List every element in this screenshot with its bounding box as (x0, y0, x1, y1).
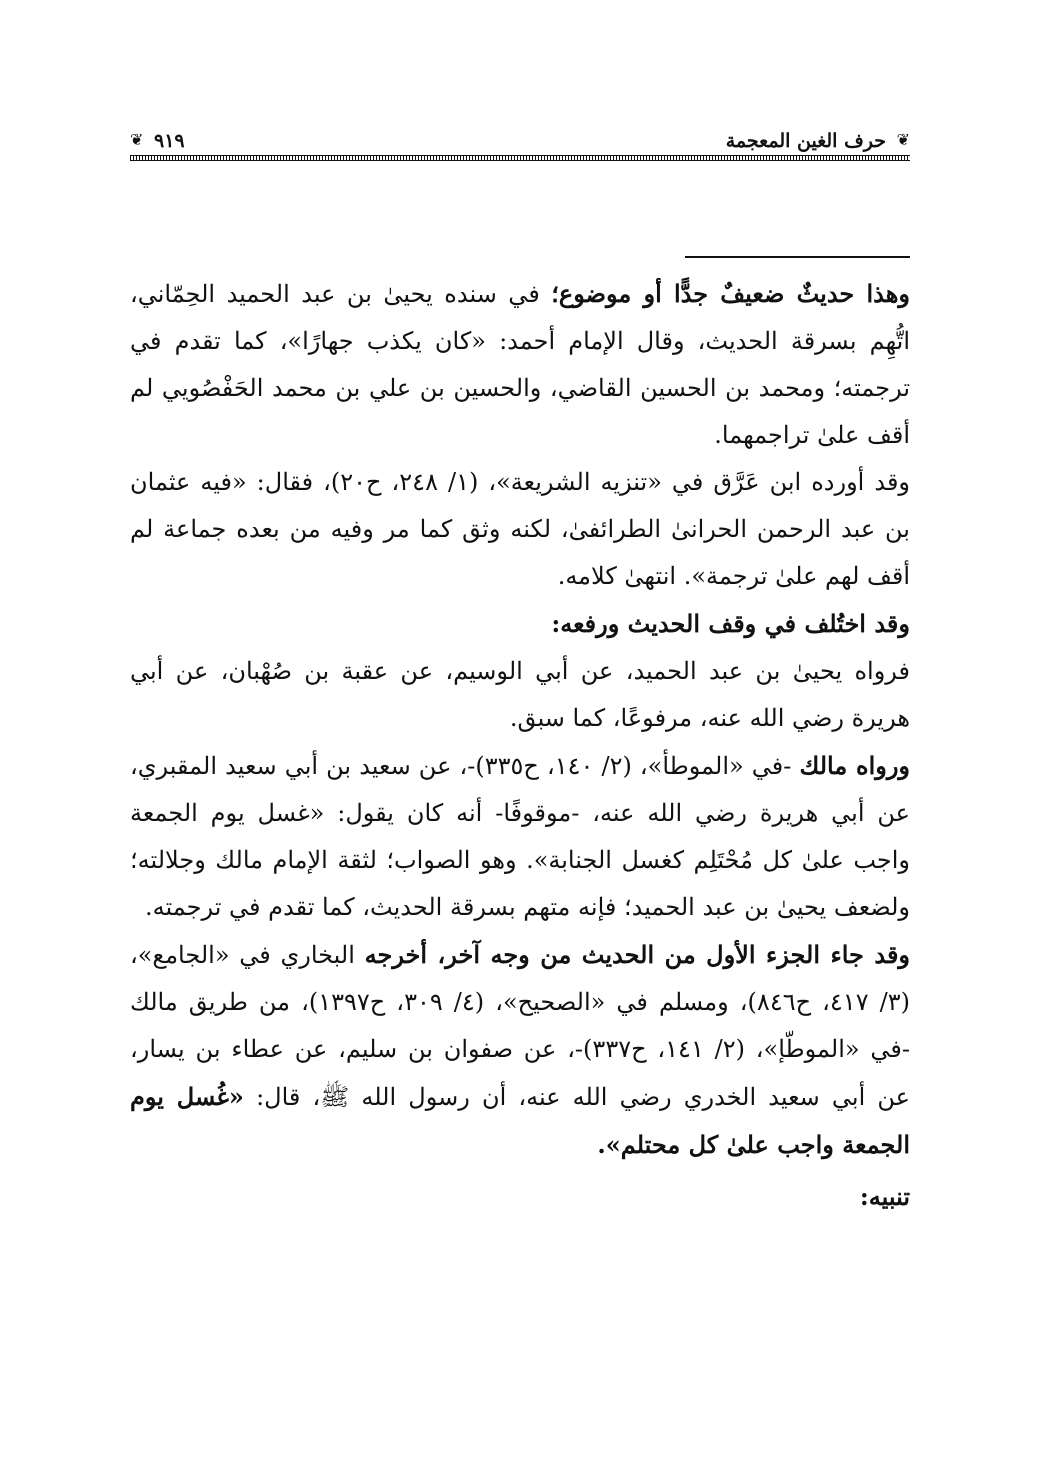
paragraph-text: فرواه يحيىٰ بن عبد الحميد، عن أبي الوسيم، عن عقبة بن صُهْبان، عن أبي هريرة رضي الله عنه، مرفوعًا، كما سبق. (130, 657, 910, 732)
ornament-icon: ❦ (896, 130, 910, 149)
paragraph-lead: وقد أورده ابن عَرَّق في «تنزيه الشريعة»، (١/ ٢٤٨، ح٢٠)، فقال: (256, 468, 911, 496)
header-rule (130, 155, 910, 161)
page-number: ٩١٩ (154, 130, 185, 152)
paragraph-text: «فيه عثمان بن عبد الرحمن الحرانىٰ الطرائفىٰ، لكنه وثق كما مر وفيه من بعده جماعة لم أقف لهم علىٰ ترجمة». انتهىٰ كلامه. (130, 468, 910, 590)
paragraph (130, 742, 910, 931)
hadith-quote: «غُسل يوم الجمعة واجب علىٰ كل محتلم». (130, 1082, 910, 1159)
paragraph-text: البخاري في «الجامع»، (٣/ ٤١٧، ح٨٤٦)، ومسلم في «الصحيح»، (٤/ ٣٠٩، ح١٣٩٧)، من طريق مالك -في «الموطّإ»، (٢/ ١٤١، ح٣٣٧)-، عن صفوان بن سليم، عن عطاء بن يسار، عن أبي سعيد الخدري رضي الله عنه، أن رسول الله ﷺ، قال: (130, 941, 910, 1111)
bold-lead: ورواه مالك (799, 751, 911, 780)
paragraph (130, 1173, 910, 1221)
paragraph (130, 270, 910, 459)
bold-lead: وهذا حديثٌ ضعيفٌ جدًّا أو موضوع؛ (551, 279, 910, 308)
paragraph-text: -في «الموطأ»، (٢/ ١٤٠، ح٣٣٥)-، عن سعيد بن أبي سعيد المقبري، عن أبي هريرة رضي الله عنه، -موقوفًا- أنه كان يقول: «غسل يوم الجمعة واجب علىٰ كل مُحْتَلِم كغسل الجنابة». وهو الصواب؛ لثقة الإمام مالك وجلالته؛ ولضعف يحيىٰ بن عبد الحميد؛ فإنه متهم بسرقة الحديث، كما تقدم في ترجمته. (130, 752, 911, 921)
separator-rule (685, 256, 910, 258)
page-body (130, 270, 910, 1221)
note-heading: تنبيه: (859, 1182, 910, 1211)
ornament-icon: ❦ (130, 130, 144, 149)
paragraph (130, 648, 910, 742)
page-header (130, 128, 910, 158)
paragraph (130, 600, 910, 648)
paragraph-text: في سنده يحيىٰ بن عبد الحميد الحِمّاني، اتُّهِم بسرقة الحديث، وقال الإمام أحمد: «كان يكذب جهارًا»، كما تقدم في ترجمته؛ ومحمد بن الحسين القاضي، والحسين بن علي بن محمد الحَفْصُويي لم أقف علىٰ تراجمهما. (130, 280, 910, 449)
paragraph (130, 931, 910, 1169)
running-title: حرف الغين المعجمة (725, 130, 886, 152)
bold-lead: وقد جاء الجزء الأول من الحديث من وجه آخر، أخرجه (364, 940, 910, 969)
bold-lead: وقد اختُلف في وقف الحديث ورفعه: (551, 609, 910, 638)
paragraph (130, 459, 910, 600)
